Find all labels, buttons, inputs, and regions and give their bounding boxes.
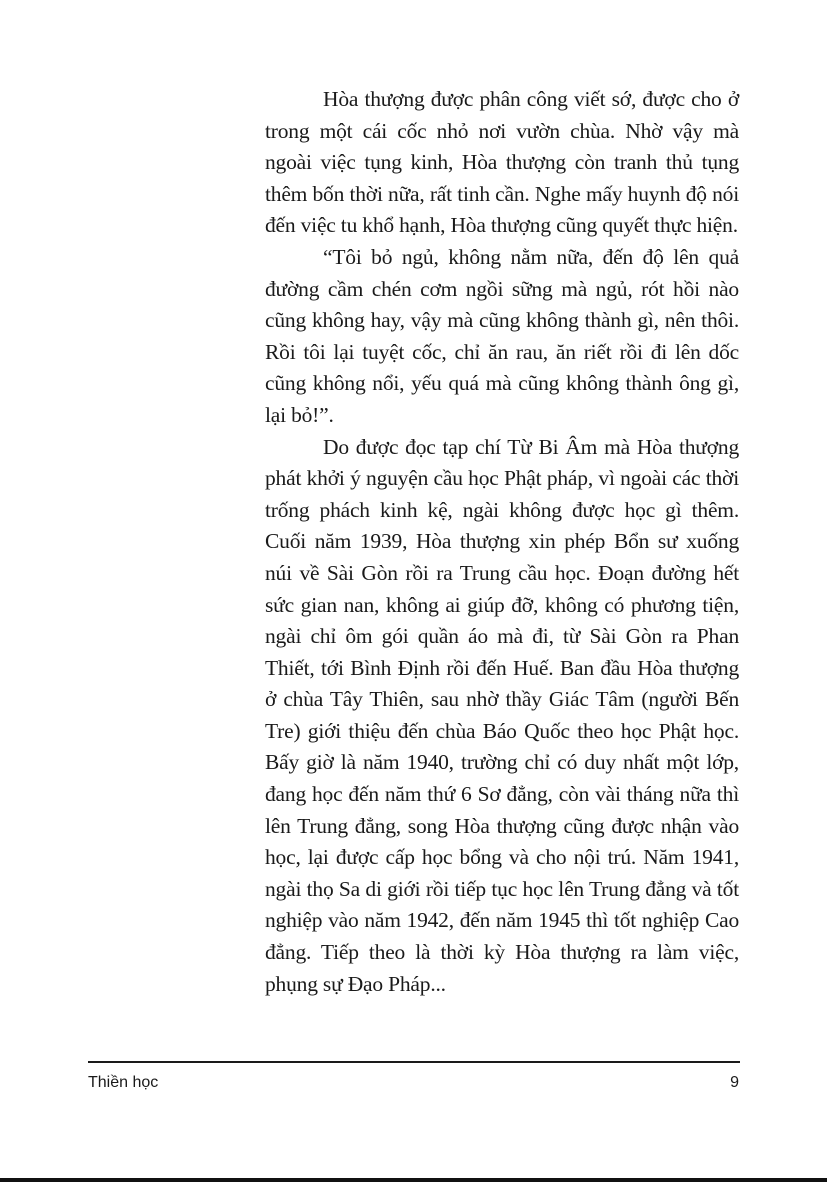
paragraph: “Tôi bỏ ngủ, không nằm nữa, đến độ lên quả đường cầm chén cơm ngồi sững mà ngủ, rót hồi nào cũng không hay, vậy mà cũng không thành gì, nên thôi. Rồi tôi lại tuyệt cốc, chỉ ăn rau, ăn riết rồi đi lên dốc cũng không nổi, yếu quá mà cũng không thành ông gì, lại bỏ!”. xyxy=(265,244,739,427)
paragraph: Hòa thượng được phân công viết sớ, được cho ở trong một cái cốc nhỏ nơi vườn chùa. Nhờ vậy mà ngoài việc tụng kinh, Hòa thượng còn tranh thủ tụng thêm bốn thời nữa, rất tinh cần. Nghe mấy huynh độ nói đến việc tu khổ hạnh, Hòa thượng cũng quyết thực hiện. xyxy=(265,87,739,238)
body-text xyxy=(265,84,739,1000)
page-bottom-edge xyxy=(0,1178,827,1182)
footer-book-title: Thiền học xyxy=(88,1074,159,1091)
page-number: 9 xyxy=(730,1074,739,1091)
footer-divider xyxy=(88,1061,740,1063)
paragraph: Do được đọc tạp chí Từ Bi Âm mà Hòa thượng phát khởi ý nguyện cầu học Phật pháp, vì ngoài các thời trống phách kinh kệ, ngài không được học gì thêm. Cuối năm 1939, Hòa thượng xin phép Bổn sư xuống núi về Sài Gòn rồi ra Trung cầu học. Đoạn đường hết sức gian nan, không ai giúp đỡ, không có phương tiện, ngài chỉ ôm gói quần áo mà đi, từ Sài Gòn ra Phan Thiết, tới Bình Định rồi đến Huế. Ban đầu Hòa thượng ở chùa Tây Thiên, sau nhờ thầy Giác Tâm (người Bến Tre) giới thiệu đến chùa Báo Quốc theo học Phật học. Bấy giờ là năm 1940, trường chỉ có duy nhất một lớp, đang học đến năm thứ 6 Sơ đẳng, còn vài tháng nữa thì lên Trung đẳng, song Hòa thượng cũng được nhận vào học, lại được cấp học bổng và cho nội trú. Năm 1941, ngài thọ Sa di giới rồi tiếp tục học lên Trung đẳng và tốt nghiệp vào năm 1942, đến năm 1945 thì tốt nghiệp Cao đẳng. Tiếp theo là thời kỳ Hòa thượng ra làm việc, phụng sự Đạo Pháp... xyxy=(265,434,739,996)
